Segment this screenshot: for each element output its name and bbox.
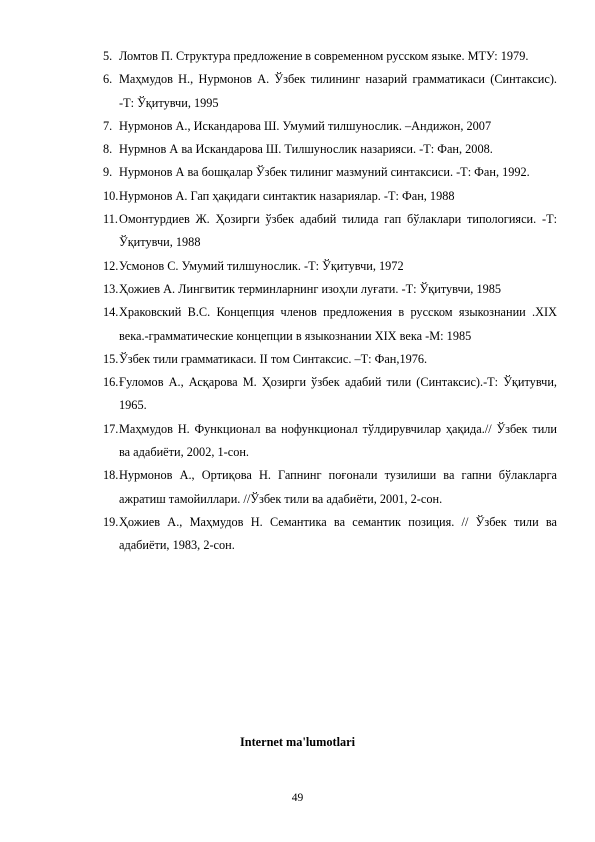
reference-text: Омонтурдиев Ж. Ҳозирги ўзбек адабий тилида гап бўлаклари типологияси. -Т: Ўқитувчи, 1988 bbox=[119, 212, 557, 250]
reference-number: 7. bbox=[103, 118, 113, 133]
reference-number: 11. bbox=[103, 212, 118, 227]
reference-number: 19. bbox=[103, 514, 119, 529]
reference-text: Ғуломов А., Асқарова М. Ҳозирги ўзбек адабий тили (Синтаксис).-Т: Ўқитувчи, 1965. bbox=[119, 375, 557, 413]
reference-item bbox=[103, 278, 557, 301]
reference-item bbox=[103, 185, 557, 208]
reference-text: Ломтов П. Структура предложение в современном русском языке. МТУ: 1979. bbox=[119, 49, 529, 63]
reference-text: Усмонов С. Умумий тилшунослик. -Т: Ўқитувчи, 1972 bbox=[119, 258, 404, 273]
reference-item bbox=[103, 161, 557, 184]
reference-number: 14. bbox=[103, 305, 119, 320]
reference-number: 5. bbox=[103, 49, 113, 63]
reference-text: Нурмонов А. Гап ҳақидаги синтактик назариялар. -Т: Фан, 1988 bbox=[119, 188, 455, 203]
reference-text: Храковский В.С. Концепция членов предложения в русском языкознании .XIX века.-грамматические концепции в языкознании XIX века -М: 1985 bbox=[119, 305, 557, 343]
reference-item bbox=[103, 138, 557, 161]
reference-number: 9. bbox=[103, 165, 113, 180]
reference-number: 10. bbox=[103, 188, 119, 203]
reference-text: Нурмнов А ва Искандарова Ш. Тилшунослик назарияси. -Т: Фан, 2008. bbox=[119, 142, 493, 157]
reference-item bbox=[103, 348, 557, 371]
reference-text: Ҳожиев А., Маҳмудов Н. Семантика ва семантик позиция. // Ўзбек тили ва адабиёти, 1983, 2-сон. bbox=[119, 514, 557, 553]
reference-item bbox=[103, 371, 557, 418]
reference-text: Нурмонов А., Искандарова Ш. Умумий тилшунослик. –Андижон, 2007 bbox=[119, 118, 492, 133]
reference-item bbox=[103, 45, 557, 68]
reference-item bbox=[103, 255, 557, 278]
reference-number: 16. bbox=[103, 375, 119, 390]
reference-text: Ҳожиев А. Лингвитик терминларнинг изоҳли луғати. -Т: Ўқитувчи, 1985 bbox=[119, 281, 502, 296]
reference-item bbox=[103, 464, 557, 511]
reference-number: 6. bbox=[103, 72, 113, 87]
reference-number: 17. bbox=[103, 421, 119, 436]
reference-text: Маҳмудов Н. Функционал ва нофункционал тўлдирувчилар ҳақида.// Ўзбек тили ва адабиёти, 2002, 1-сон. bbox=[119, 421, 557, 460]
reference-item bbox=[103, 511, 557, 558]
section-title: Internet ma'lumotlari bbox=[239, 735, 356, 749]
reference-text: Маҳмудов Н., Нурмонов А. Ўзбек тилининг назарий грамматикаси (Синтаксис). -Т: Ўқитувчи, 1995 bbox=[119, 72, 557, 110]
reference-item bbox=[103, 418, 557, 465]
reference-number: 8. bbox=[103, 142, 113, 157]
reference-item bbox=[103, 68, 557, 115]
reference-text: Нурмонов А., Ортиқова Н. Гапнинг поғонали тузилиши ва гапни бўлакларга ажратиш тамойиллари. //Ўзбек тили ва адабиёти, 2001, 2-сон. bbox=[119, 468, 557, 506]
reference-number: 18. bbox=[103, 468, 119, 483]
reference-item bbox=[103, 115, 557, 138]
reference-text: Нурмонов А ва бошқалар Ўзбек тилиниг мазмуний синтаксиси. -Т: Фан, 1992. bbox=[119, 165, 530, 180]
reference-text: Ўзбек тили грамматикаси. II том Синтаксис. –Т: Фан,1976. bbox=[119, 351, 428, 366]
reference-list bbox=[103, 45, 557, 558]
page-number: 49 bbox=[291, 792, 304, 804]
reference-number: 13. bbox=[103, 281, 119, 296]
reference-number: 12. bbox=[103, 258, 119, 273]
reference-item bbox=[103, 208, 557, 255]
reference-item bbox=[103, 301, 557, 348]
reference-number: 15. bbox=[103, 351, 119, 366]
